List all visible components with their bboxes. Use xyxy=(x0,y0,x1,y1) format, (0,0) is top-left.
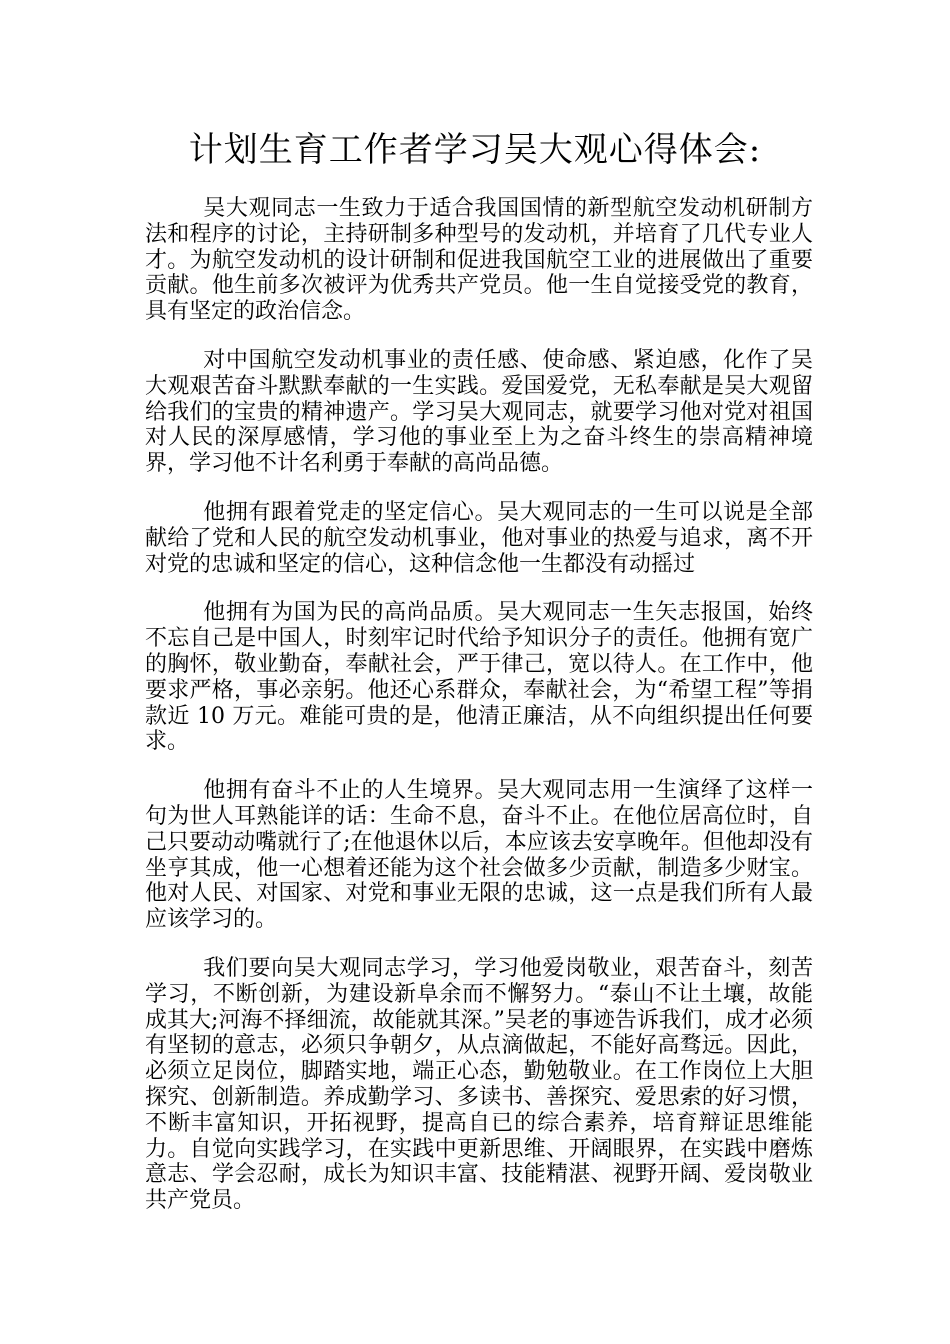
paragraph: 他拥有跟着党走的坚定信心。吴大观同志的一生可以说是全部献给了党和人民的航空发动机事业，他对事业的热爱与追求，离不开对党的忠诚和坚定的信心，这种信念他一生都没有动摇过 xyxy=(145,499,813,577)
paragraph: 他拥有为国为民的高尚品质。吴大观同志一生矢志报国，始终不忘自己是中国人，时刻牢记时代给予知识分子的责任。他拥有宽广的胸怀，敬业勤奋，奉献社会，严于律己，宽以待人。在工作中，他要求严格，事必亲躬。他还心系群众，奉献社会，为“希望工程”等捐款近 10 万元。难能可贵的是，他清正廉洁，从不向组织提出任何要求。 xyxy=(145,600,813,755)
document-body xyxy=(145,196,813,1237)
paragraph: 对中国航空发动机事业的责任感、使命感、紧迫感，化作了吴大观艰苦奋斗默默奉献的一生实践。爱国爱党，无私奉献是吴大观留给我们的宝贵的精神遗产。学习吴大观同志，就要学习他对党对祖国对人民的深厚感情，学习他的事业至上为之奋斗终生的崇高精神境界，学习他不计名利勇于奉献的高尚品德。 xyxy=(145,347,813,477)
document-title: 计划生育工作者学习吴大观心得体会: xyxy=(188,130,762,170)
paragraph: 吴大观同志一生致力于适合我国国情的新型航空发动机研制方法和程序的讨论，主持研制多种型号的发动机，并培育了几代专业人才。为航空发动机的设计研制和促进我国航空工业的进展做出了重要贡献。他生前多次被评为优秀共产党员。他一生自觉接受党的教育，具有坚定的政治信念。 xyxy=(145,196,813,325)
paragraph: 我们要向吴大观同志学习，学习他爱岗敬业，艰苦奋斗，刻苦学习，不断创新，为建设新阜余而不懈努力。“泰山不让土壤，故能成其大;河海不择细流，故能就其深。”吴老的事迹告诉我们，成才必须有坚韧的意志，必须只争朝夕，从点滴做起，不能好高骛远。因此，必须立足岗位，脚踏实地，端正心态，勤勉敬业。在工作岗位上大胆探究、创新制造。养成勤学习、多读书、善探究、爱思索的好习惯，不断丰富知识，开拓视野，提高自已的综合素养，培育辩证思维能力。自觉向实践学习，在实践中更新思维、开阔眼界，在实践中磨炼意志、学会忍耐，成长为知识丰富、技能精湛、视野开阔、爱岗敬业共产党员。 xyxy=(145,955,813,1214)
paragraph: 他拥有奋斗不止的人生境界。吴大观同志用一生演绎了这样一句为世人耳熟能详的话：生命不息，奋斗不止。在他位居高位时，自己只要动动嘴就行了;在他退休以后，本应该去安享晚年。但他却没有坐亨其成，他一心想着还能为这个社会做多少贡献，制造多少财宝。他对人民、对国家、对党和事业无限的忠诚，这一点是我们所有人最应该学习的。 xyxy=(145,778,813,933)
